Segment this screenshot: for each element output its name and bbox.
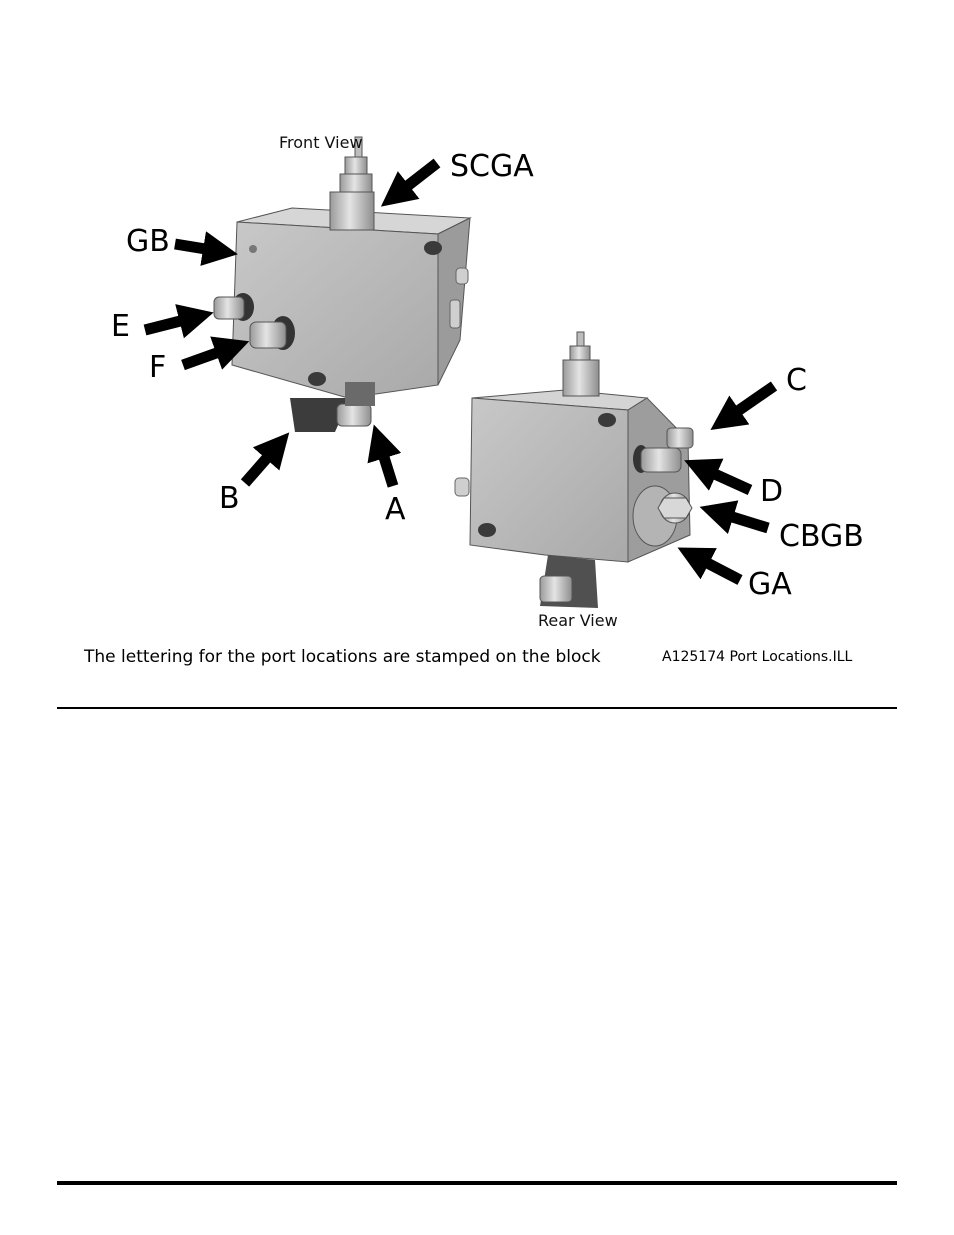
port-label-f: F — [149, 350, 167, 385]
port-label-ga: GA — [748, 567, 792, 602]
port-label-b: B — [219, 481, 240, 516]
bottom-divider — [57, 1181, 897, 1185]
port-label-gb: GB — [126, 224, 170, 259]
port-label-e: E — [111, 309, 130, 344]
rear-view-block — [455, 332, 693, 608]
port-label-a: A — [385, 492, 406, 527]
port-label-d: D — [760, 474, 784, 509]
port-label-cbgb: CBGB — [779, 519, 864, 554]
rear-view-label: Rear View — [538, 611, 618, 630]
front-view-label: Front View — [279, 133, 363, 152]
figure-caption: The lettering for the port locations are stamped on the block — [84, 647, 601, 667]
front-view-block — [214, 137, 470, 432]
port-label-scga: SCGA — [450, 149, 534, 184]
top-divider — [57, 707, 897, 709]
port-label-c: C — [786, 363, 807, 398]
file-reference: A125174 Port Locations.ILL — [662, 649, 853, 665]
